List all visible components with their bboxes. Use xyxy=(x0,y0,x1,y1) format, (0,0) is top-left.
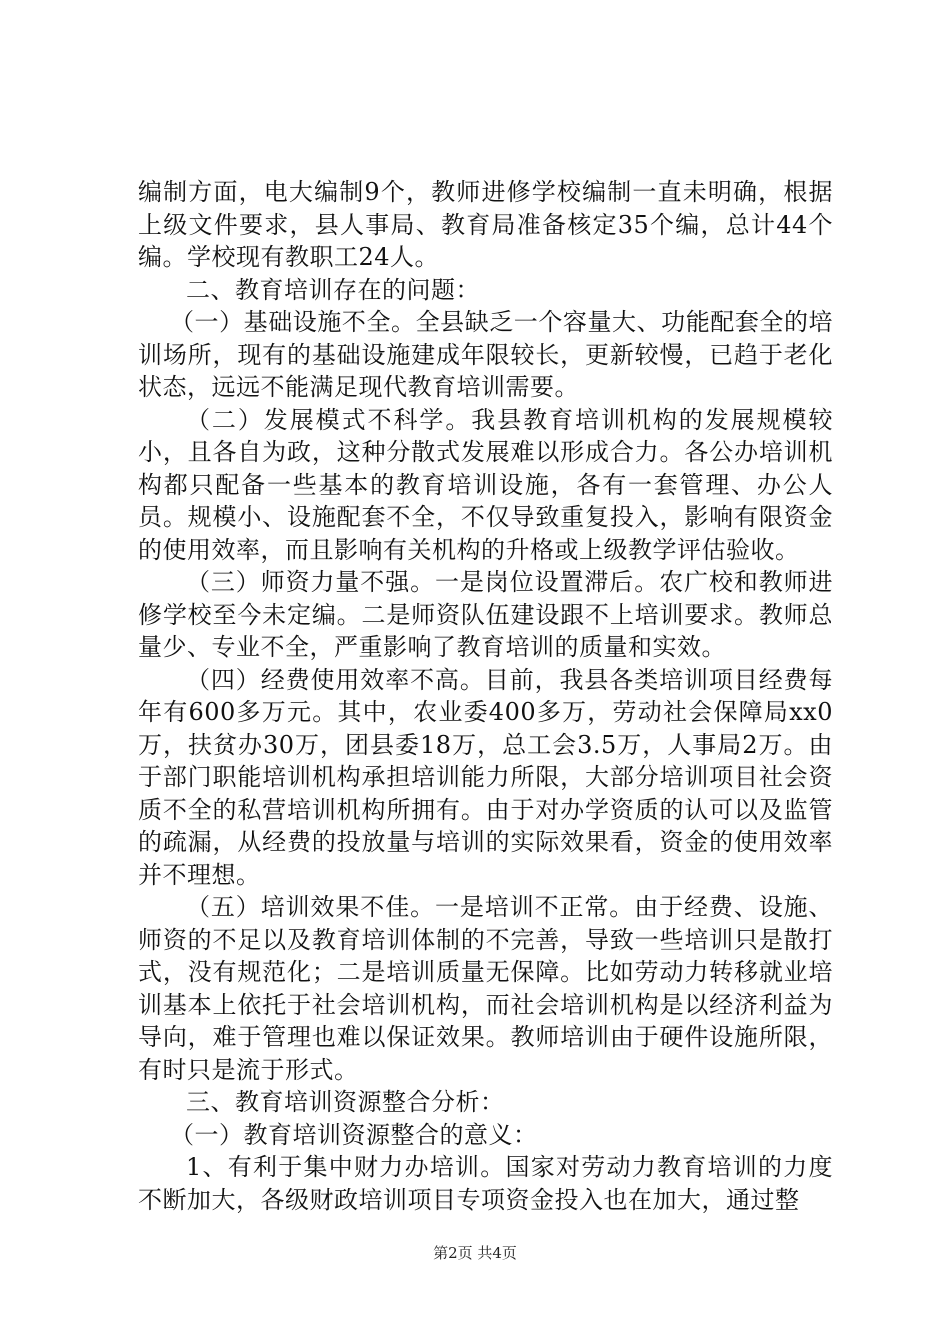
heading-training-problems: 二、教育培训存在的问题： xyxy=(186,275,480,304)
page-number-footer: 第2页 共4页 xyxy=(433,1244,517,1262)
heading-resource-integration: 三、教育培训资源整合分析： xyxy=(186,1088,505,1116)
paragraph-problem-facilities: （一）基础设施不全。全县缺乏一个容量大、功能配套全的培训场所，现有的基础设施建成年限较长，更新较慢，已趋于老化状态，远远不能满足现代教育培训需要。 xyxy=(138,308,833,401)
paragraph-problem-results: （五）培训效果不佳。一是培训不正常。由于经费、设施、师资的不足以及教育培训体制的不完善，导致一些培训只是散打式，没有规范化；二是培训质量无保障。比如劳动力转移就业培训基本上依托于社会培训机构，而社会培训机构是以经济利益为导向，难于管理也难以保证效果。教师培训由于硬件设施所限，有时只是流于形式。 xyxy=(138,893,833,1084)
paragraph-problem-teaching-staff: （三）师资力量不强。一是岗位设置滞后。农广校和教师进修学校至今未定编。二是师资队伍建设跟不上培训要求。教师总量少、专业不全，严重影响了教育培训的质量和实效。 xyxy=(138,568,833,661)
document-body xyxy=(138,176,833,1216)
paragraph-staffing: 编制方面，电大编制9个，教师进修学校编制一直未明确，根据上级文件要求，县人事局、教育局准备核定35个编，总计44个编。学校现有教职工24人。 xyxy=(138,178,833,271)
paragraph-problem-funding: （四）经费使用效率不高。目前，我县各类培训项目经费每年有600多万元。其中，农业委400多万，劳动社会保障局xx0万，扶贫办30万，团县委18万，总工会3.5万，人事局2万。由于部门职能培训机构承担培训能力所限，大部分培训项目社会资质不全的私营培训机构所拥有。由于对办学资质的认可以及监管的疏漏，从经费的投放量与培训的实际效果看，资金的使用效率并不理想。 xyxy=(138,665,833,889)
heading-integration-significance: （一）教育培训资源整合的意义： xyxy=(170,1120,538,1149)
paragraph-integration-point-1: 1、有利于集中财力办培训。国家对劳动力教育培训的力度不断加大，各级财政培训项目专项资金投入也在加大，通过整 xyxy=(138,1153,833,1214)
paragraph-problem-development-model: （二）发展模式不科学。我县教育培训机构的发展规模较小，且各自为政，这种分散式发展难以形成合力。各公办培训机构都只配备一些基本的教育培训设施，各有一套管理、办公人员。规模小、设施配套不全，不仅导致重复投入，影响有限资金的使用效率，而且影响有关机构的升格或上级教学评估验收。 xyxy=(138,405,833,564)
